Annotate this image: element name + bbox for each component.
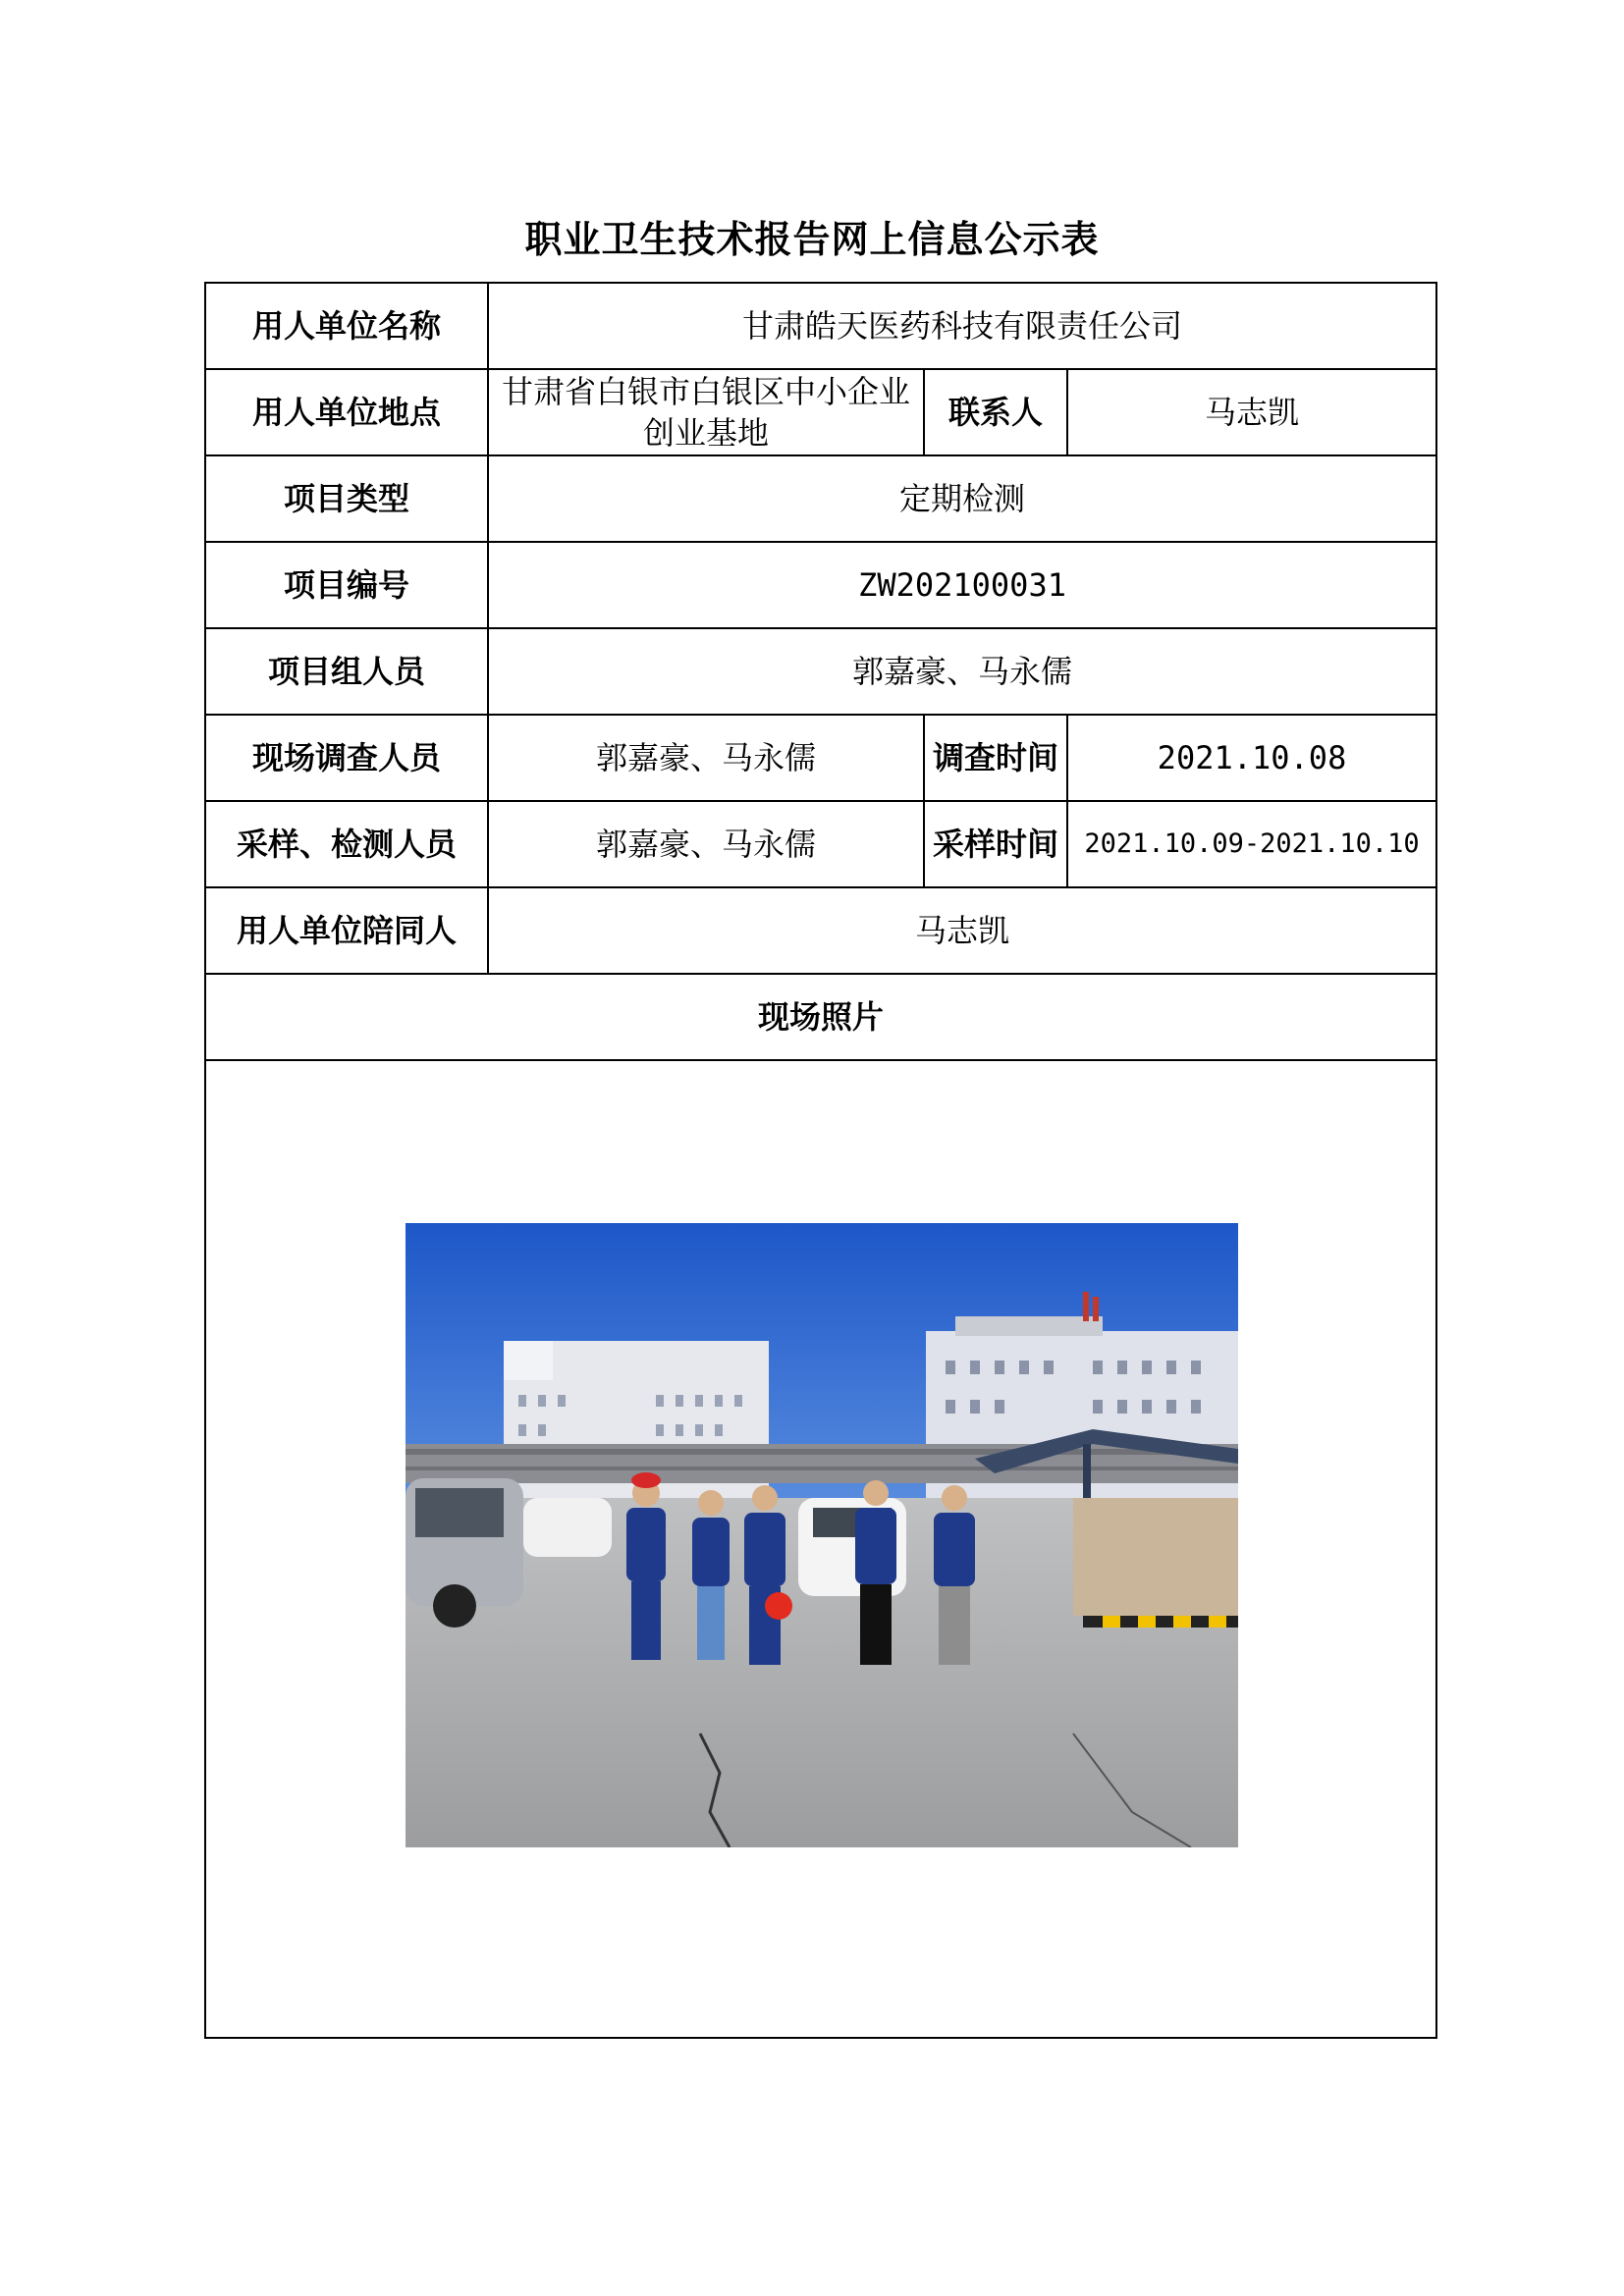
survey-time-value: 2021.10.08 — [1067, 715, 1436, 801]
row-site-survey — [205, 715, 1436, 801]
info-table — [204, 282, 1437, 2039]
project-team-label: 项目组人员 — [205, 628, 488, 715]
site-photo — [406, 1223, 1238, 1847]
row-employer-name — [205, 283, 1436, 369]
project-type-label: 项目类型 — [205, 455, 488, 542]
escort-value: 马志凯 — [488, 887, 1436, 974]
row-employer-location — [205, 369, 1436, 455]
row-photo — [205, 1060, 1436, 2038]
row-project-team — [205, 628, 1436, 715]
sampling-time-value: 2021.10.09-2021.10.10 — [1067, 801, 1436, 887]
project-type-value: 定期检测 — [488, 455, 1436, 542]
row-project-type — [205, 455, 1436, 542]
row-project-number — [205, 542, 1436, 628]
employer-location-value: 甘肃省白银市白银区中小企业创业基地 — [488, 369, 924, 455]
escort-label: 用人单位陪同人 — [205, 887, 488, 974]
survey-time-label: 调查时间 — [924, 715, 1067, 801]
document-title: 职业卫生技术报告网上信息公示表 — [524, 218, 1100, 261]
photo-section-label: 现场照片 — [205, 974, 1436, 1060]
project-number-value: ZW202100031 — [488, 542, 1436, 628]
project-team-value: 郭嘉豪、马永儒 — [488, 628, 1436, 715]
row-escort — [205, 887, 1436, 974]
sampling-time-label: 采样时间 — [924, 801, 1067, 887]
project-number-label: 项目编号 — [205, 542, 488, 628]
sampling-label: 采样、检测人员 — [205, 801, 488, 887]
row-sampling — [205, 801, 1436, 887]
photo-cell — [205, 1060, 1436, 2038]
sampling-value: 郭嘉豪、马永儒 — [488, 801, 924, 887]
employer-name-label: 用人单位名称 — [205, 283, 488, 369]
site-survey-label: 现场调查人员 — [205, 715, 488, 801]
contact-value: 马志凯 — [1067, 369, 1436, 455]
contact-label: 联系人 — [924, 369, 1067, 455]
employer-location-label: 用人单位地点 — [205, 369, 488, 455]
employer-name-value: 甘肃皓天医药科技有限责任公司 — [488, 283, 1436, 369]
site-survey-value: 郭嘉豪、马永儒 — [488, 715, 924, 801]
row-photo-header — [205, 974, 1436, 1060]
